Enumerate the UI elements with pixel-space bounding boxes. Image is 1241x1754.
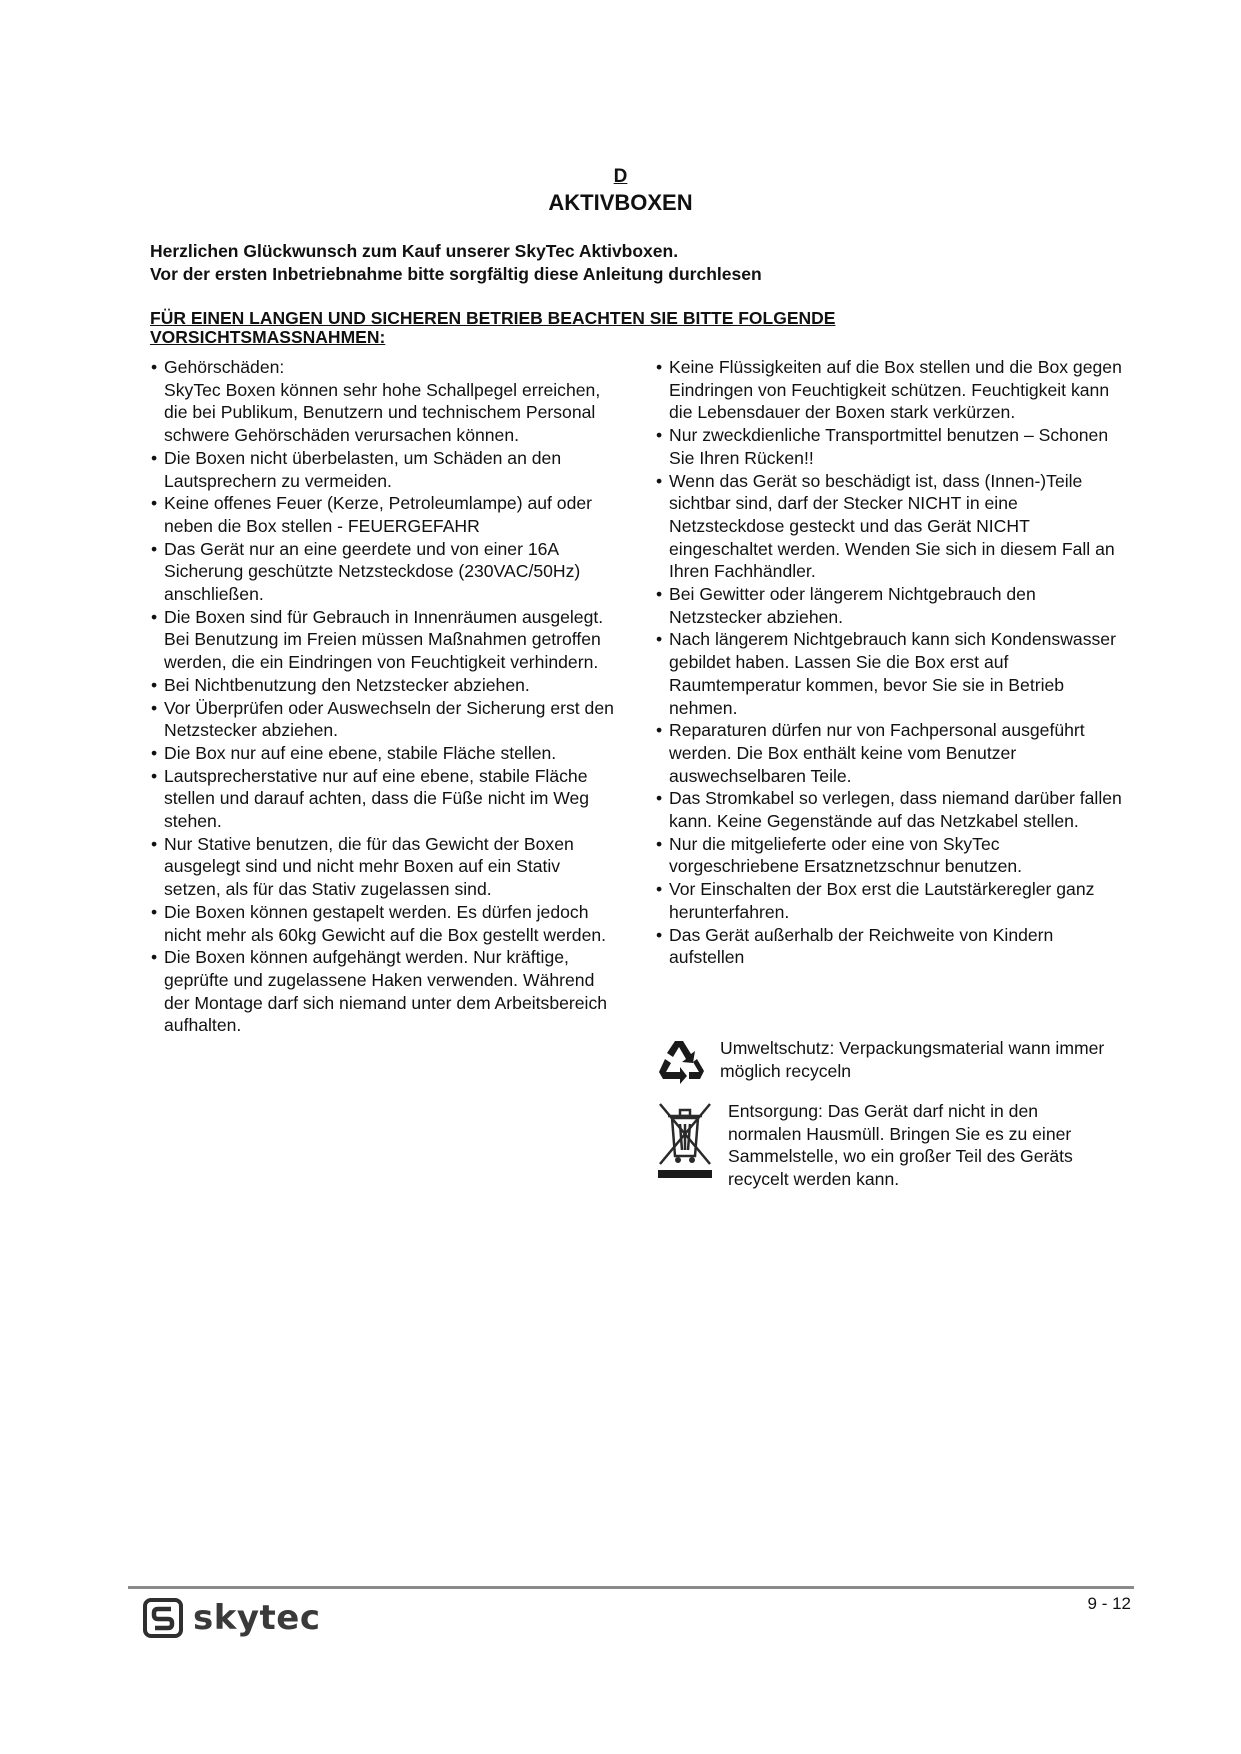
footer-divider [128, 1586, 1134, 1589]
recycle-icon [656, 1037, 708, 1085]
list-item: • Die Boxen können aufgehängt werden. Nur kräftige, geprüfte und zugelassene Haken verwenden. Während der Montage darf sich niemand unter dem Arbeitsbereich aufhalten. [151, 946, 616, 1037]
skytec-logo-icon [143, 1598, 183, 1638]
left-column [151, 356, 616, 1037]
list-item: • Die Boxen nicht überbelasten, um Schäden an den Lautsprechern zu vermeiden. [151, 447, 616, 492]
safety-heading: FÜR EINEN LANGEN UND SICHEREN BETRIEB BEACHTEN SIE BITTE FOLGENDE VORSICHTSMASSNAHMEN: [150, 308, 836, 347]
list-item: • Bei Nichtbenutzung den Netzstecker abziehen. [151, 674, 616, 697]
hearing-text: SkyTec Boxen können sehr hohe Schallpegel erreichen, die bei Publikum, Benutzern und technischem Personal schwere Gehörschäden verursachen können. [164, 379, 601, 446]
language-code: D [613, 166, 628, 187]
page-number: 9 - 12 [1087, 1594, 1131, 1613]
list-item: • Reparaturen dürfen nur von Fachpersonal ausgeführt werden. Die Box enthält keine vom Benutzer auswechselbaren Teile. [656, 719, 1126, 787]
skytec-logo [143, 1598, 320, 1638]
list-item: • Nur zweckdienliche Transportmittel benutzen – Schonen Sie Ihren Rücken!! [656, 424, 1126, 469]
right-safety-items [656, 356, 1126, 969]
list-item: • Das Gerät nur an eine geerdete und von einer 16A Sicherung geschützte Netzsteckdose (230VAC/50Hz) anschließen. [151, 538, 616, 606]
list-item: • Lautsprecherstative nur auf eine ebene, stabile Fläche stellen und darauf achten, dass die Füße nicht im Weg stehen. [151, 765, 616, 833]
list-item: • Bei Gewitter oder längerem Nichtgebrauch den Netzstecker abziehen. [656, 583, 1126, 628]
list-item: • Die Boxen können gestapelt werden. Es dürfen jedoch nicht mehr als 60kg Gewicht auf die Box gestellt werden. [151, 901, 616, 946]
list-item: • Nur Stative benutzen, die für das Gewicht der Boxen ausgelegt sind und nicht mehr Boxen auf ein Stativ setzen, als für das Stativ zugelassen sind. [151, 833, 616, 901]
list-item: • Das Stromkabel so verlegen, dass niemand darüber fallen kann. Keine Gegenstände auf das Netzkabel stellen. [656, 787, 1126, 832]
list-item-hearing [151, 356, 616, 379]
disposal-text: Entsorgung: Das Gerät darf nicht in den normalen Hausmüll. Bringen Sie es zu einer Sammelstelle, wo ein großer Teil des Geräts recycelt werden kann. [728, 1101, 1073, 1190]
intro-line-1: Herzlichen Glückwunsch zum Kauf unserer SkyTec Aktivboxen. [150, 241, 679, 261]
list-item: • Wenn das Gerät so beschädigt ist, dass (Innen-)Teile sichtbar sind, darf der Stecker NICHT in eine Netzsteckdose gesteckt und das Gerät NICHT eingeschaltet werden. Wenden Sie sich in diesem Fall an Ihren Fachhändler. [656, 470, 1126, 584]
list-item: • Vor Überprüfen oder Auswechseln der Sicherung erst den Netzstecker abziehen. [151, 697, 616, 742]
intro-line-2: Vor der ersten Inbetriebnahme bitte sorgfältig diese Anleitung durchlesen [150, 264, 762, 284]
page-title: AKTIVBOXEN [548, 190, 693, 215]
right-column [656, 356, 1126, 969]
list-item: • Die Box nur auf eine ebene, stabile Fläche stellen. [151, 742, 616, 765]
list-item: • Vor Einschalten der Box erst die Lautstärkeregler ganz herunterfahren. [656, 878, 1126, 923]
list-item: • Nur die mitgelieferte oder eine von SkyTec vorgeschriebene Ersatznetzschnur benutzen. [656, 833, 1126, 878]
intro [150, 240, 1050, 286]
recycle-text: Umweltschutz: Verpackungsmaterial wann immer möglich recyceln [720, 1038, 1105, 1081]
list-item: • Das Gerät außerhalb der Reichweite von Kindern aufstellen [656, 924, 1126, 969]
list-item: • Keine Flüssigkeiten auf die Box stellen und die Box gegen Eindringen von Feuchtigkeit schützen. Feuchtigkeit kann die Lebensdauer der Boxen stark verkürzen. [656, 356, 1126, 424]
list-item: • Nach längerem Nichtgebrauch kann sich Kondenswasser gebildet haben. Lassen Sie die Box erst auf Raumtemperatur kommen, bevor Sie sie in Betrieb nehmen. [656, 628, 1126, 719]
left-safety-items [151, 447, 616, 1037]
crossed-bin-icon [656, 1100, 714, 1182]
list-item: • Die Boxen sind für Gebrauch in Innenräumen ausgelegt. Bei Benutzung im Freien müssen Maßnahmen getroffen werden, die ein Eindringen von Feuchtigkeit verhindern. [151, 606, 616, 674]
hearing-title: Gehörschäden: [164, 357, 285, 377]
disposal-note [656, 1100, 1126, 1200]
list-item: • Keine offenes Feuer (Kerze, Petroleumlampe) auf oder neben die Box stellen - FEUERGEFAHR [151, 492, 616, 537]
left-safety-list [151, 356, 616, 379]
brand-name: skytec [193, 1598, 321, 1638]
recycle-note [656, 1037, 1126, 1093]
